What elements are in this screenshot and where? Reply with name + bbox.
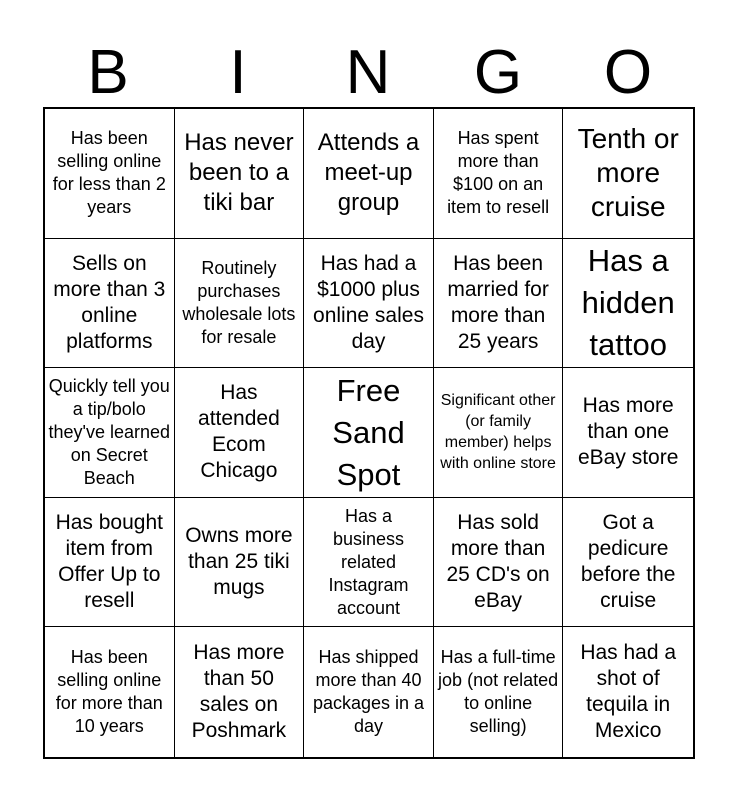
bingo-cell[interactable] bbox=[175, 627, 305, 757]
bingo-cell-text: Has had a shot of tequila in Mexico bbox=[580, 641, 677, 743]
bingo-cell-text: Has a full-time job (not related to online selling) bbox=[438, 647, 559, 737]
bingo-cell[interactable] bbox=[304, 627, 434, 757]
bingo-cell-text: Has a business related Instagram account bbox=[328, 505, 409, 618]
bingo-cell-text: Has shipped more than 40 packages in a day bbox=[312, 647, 425, 737]
header-letter-b: B bbox=[87, 38, 129, 107]
bingo-cell[interactable] bbox=[434, 627, 564, 757]
bingo-cell[interactable] bbox=[175, 368, 305, 498]
bingo-cell[interactable] bbox=[563, 109, 693, 239]
bingo-cell[interactable] bbox=[45, 627, 175, 757]
bingo-cell-text: Owns more than 25 tiki mugs bbox=[185, 524, 293, 600]
bingo-board bbox=[43, 107, 695, 759]
bingo-cell-text: Routinely purchases wholesale lots for resale bbox=[182, 257, 296, 347]
bingo-cell[interactable] bbox=[563, 239, 693, 369]
bingo-cell-text: Has been selling online for less than 2 years bbox=[52, 128, 166, 218]
bingo-cell[interactable] bbox=[434, 239, 564, 369]
bingo-cell-text: Has never been to a tiki bar bbox=[184, 129, 294, 217]
bingo-cell[interactable] bbox=[434, 498, 564, 628]
bingo-cell-text: Has spent more than $100 on an item to resell bbox=[447, 128, 550, 218]
bingo-cell[interactable] bbox=[45, 239, 175, 369]
bingo-cell[interactable] bbox=[304, 109, 434, 239]
bingo-cell-text: Has sold more than 25 CD's on eBay bbox=[446, 511, 550, 613]
bingo-cell-text: Attends a meet-up group bbox=[317, 129, 420, 217]
bingo-cell[interactable] bbox=[175, 239, 305, 369]
bingo-cell-text: Quickly tell you a tip/bolo they've learned on Secret Beach bbox=[48, 375, 171, 488]
bingo-cell[interactable] bbox=[304, 239, 434, 369]
bingo-cell-text: Has attended Ecom Chicago bbox=[198, 381, 280, 483]
bingo-cell[interactable] bbox=[563, 498, 693, 628]
free-space-text: Free Sand Spot bbox=[332, 372, 405, 492]
bingo-cell-text: Has had a $1000 plus online sales day bbox=[313, 251, 424, 353]
bingo-cell-text: Has more than 50 sales on Poshmark bbox=[191, 641, 287, 743]
bingo-cell-text: Got a pedicure before the cruise bbox=[580, 511, 676, 613]
free-space-cell[interactable] bbox=[304, 368, 434, 498]
bingo-cell[interactable] bbox=[175, 109, 305, 239]
bingo-cell-text: Sells on more than 3 online platforms bbox=[53, 251, 166, 353]
header-letter-i: I bbox=[229, 38, 247, 107]
bingo-cell-text: Significant other (or family member) helps with online store bbox=[440, 392, 556, 473]
header-letter-g: G bbox=[473, 38, 523, 107]
bingo-cell-text: Has bought item from Offer Up to resell bbox=[55, 511, 163, 613]
header-letter-o: O bbox=[603, 38, 653, 107]
bingo-cell[interactable] bbox=[434, 109, 564, 239]
bingo-cell-text: Has been married for more than 25 years bbox=[447, 251, 549, 353]
bingo-cell[interactable] bbox=[45, 498, 175, 628]
header-letter-n: N bbox=[345, 38, 391, 107]
bingo-cell[interactable] bbox=[563, 627, 693, 757]
bingo-cell[interactable] bbox=[563, 368, 693, 498]
bingo-cell[interactable] bbox=[304, 498, 434, 628]
bingo-cell-text: Has been selling online for more than 10 years bbox=[55, 647, 163, 737]
bingo-cell[interactable] bbox=[45, 368, 175, 498]
bingo-cell-text: Has more than one eBay store bbox=[578, 394, 679, 470]
bingo-header bbox=[43, 38, 693, 108]
bingo-cell[interactable] bbox=[45, 109, 175, 239]
bingo-cell[interactable] bbox=[434, 368, 564, 498]
bingo-cell[interactable] bbox=[175, 498, 305, 628]
bingo-cell-text: Has a hidden tattoo bbox=[581, 242, 675, 362]
bingo-cell-text: Tenth or more cruise bbox=[577, 123, 679, 223]
